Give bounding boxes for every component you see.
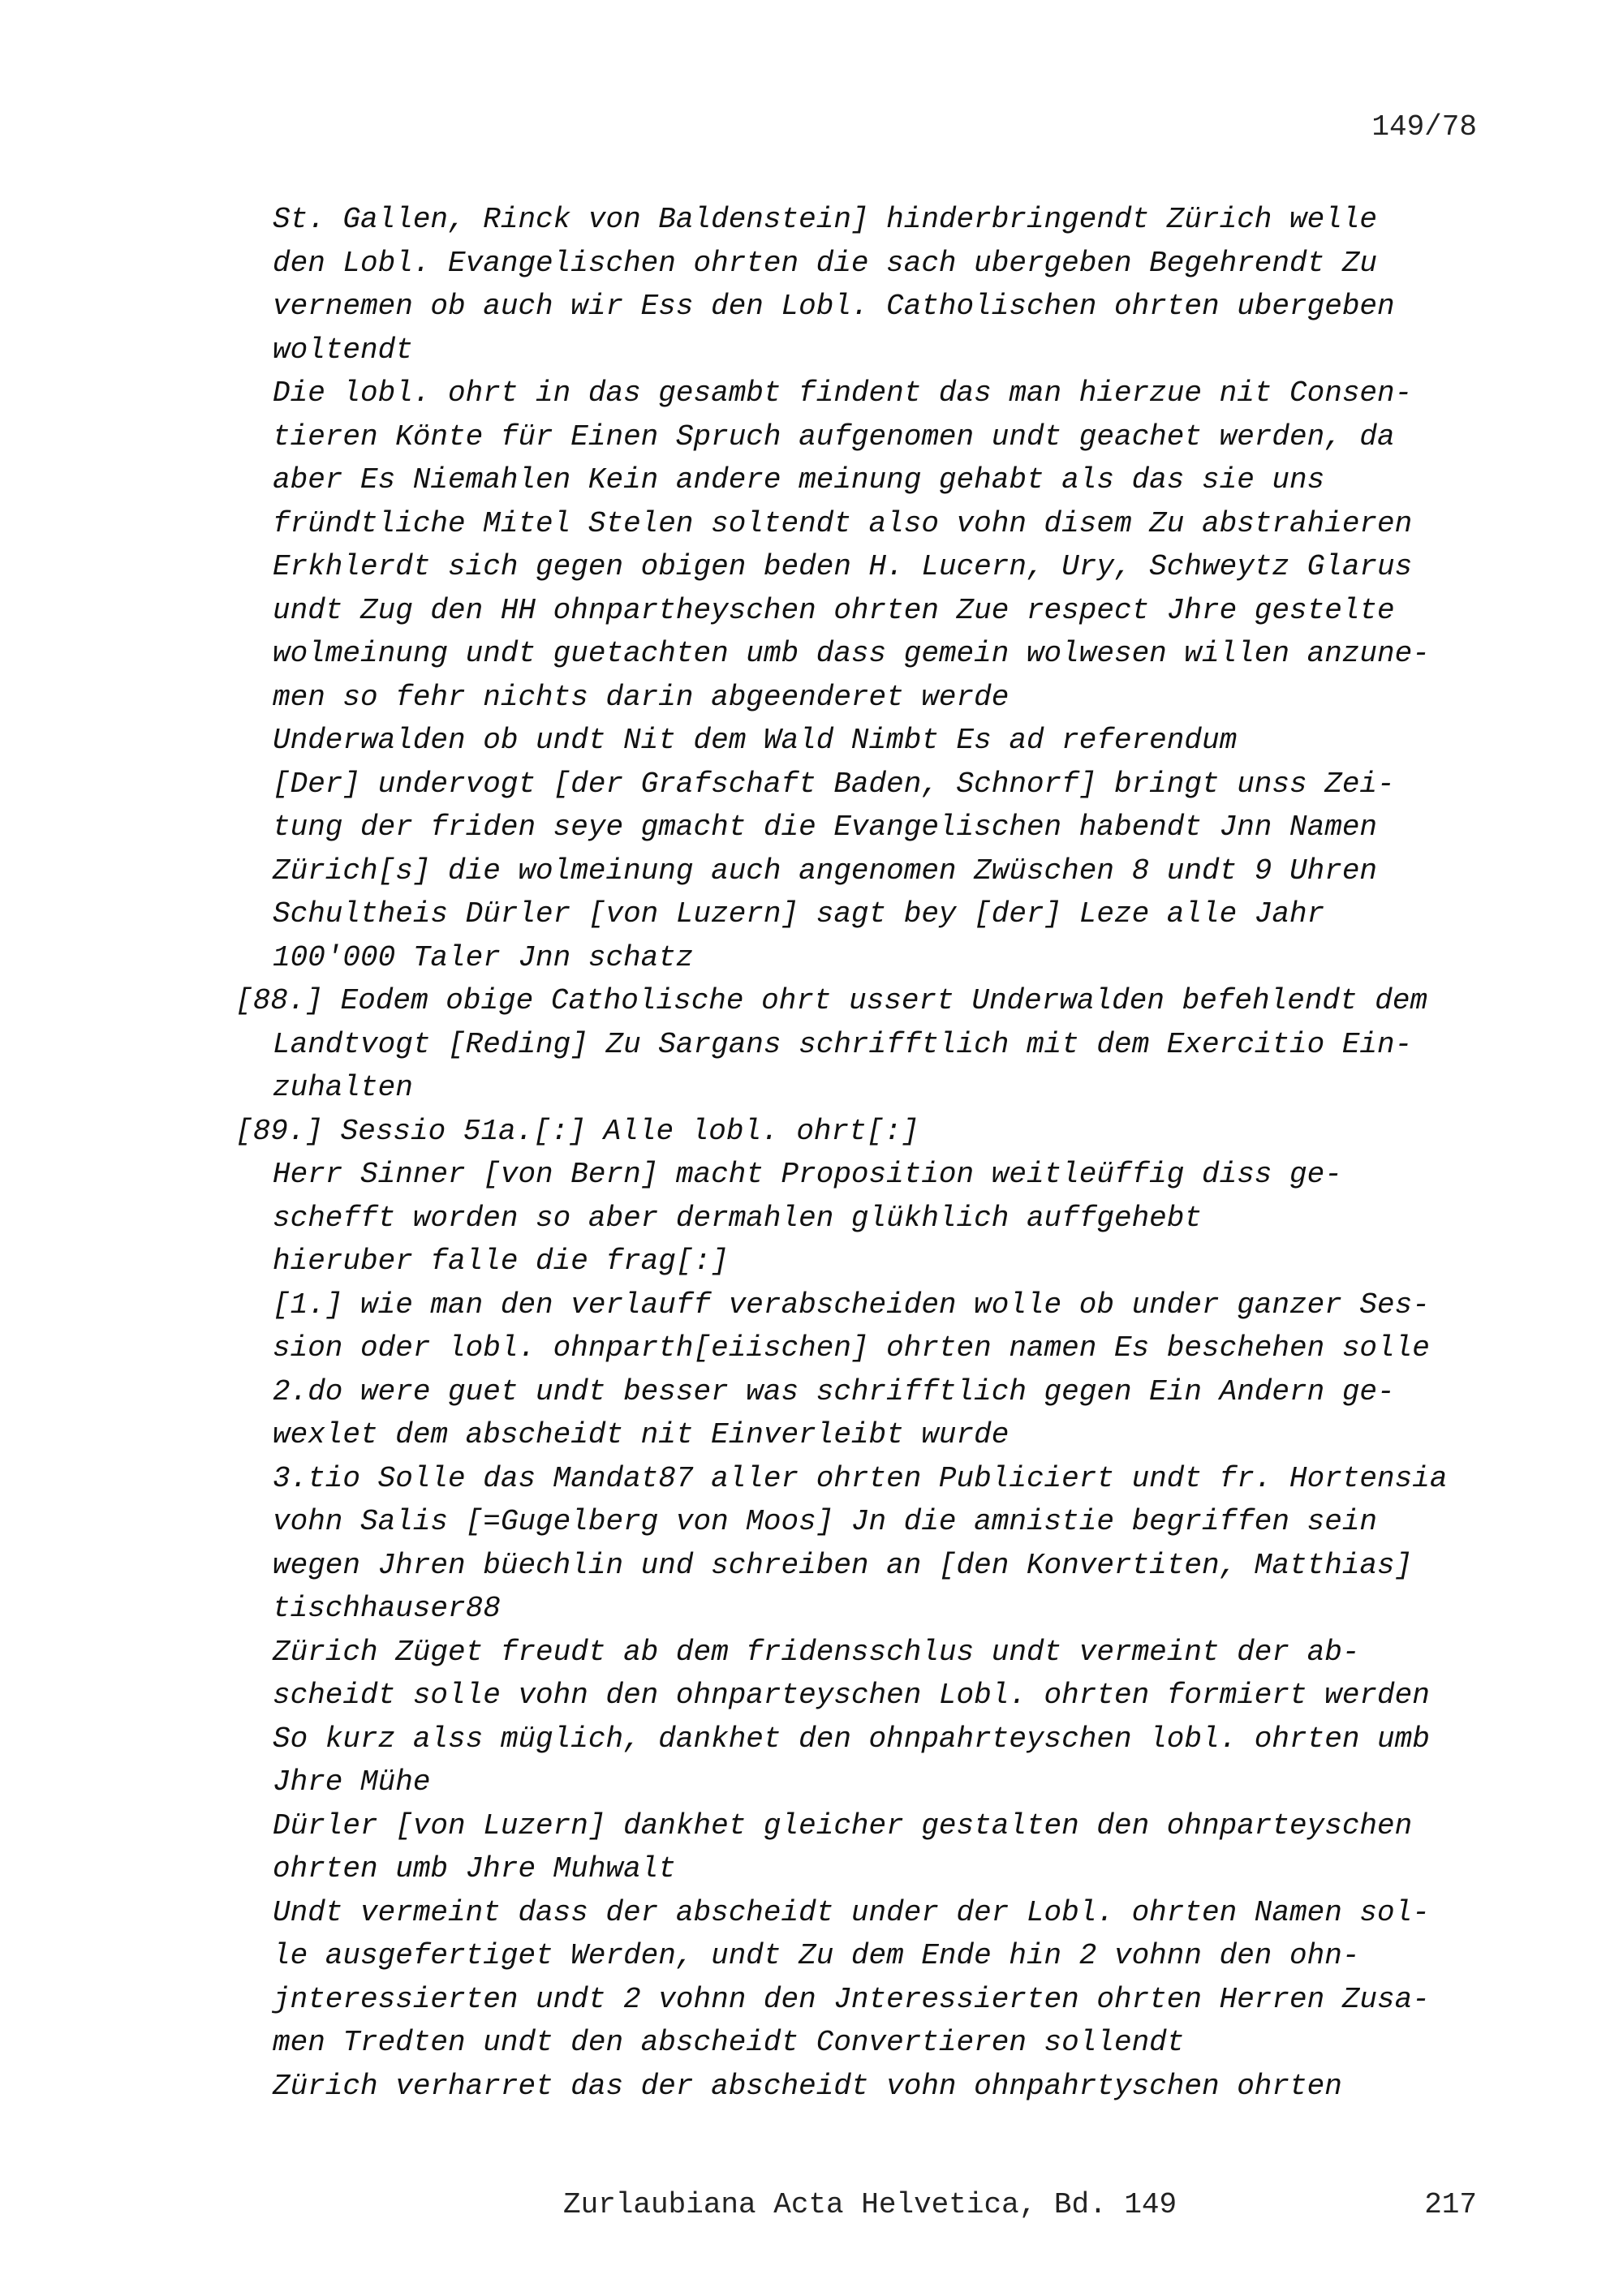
text-line: [88.] Eodem obige Catholische ohrt ussert Underwalden befehlendt dem — [235, 984, 1428, 1017]
text-line: hieruber falle die frag[:] — [273, 1245, 729, 1278]
text-line: Die lobl. ohrt in das gesambt findent das man hierzue nit Consen- — [273, 376, 1413, 410]
text-line: wexlet dem abscheidt nit Einverleibt wurde — [273, 1418, 1010, 1451]
text-line: Dürler [von Luzern] dankhet gleicher gestalten den ohnparteyschen — [273, 1808, 1413, 1842]
text-line: Zürich[s] die wolmeinung auch angenomen Zwüschen 8 undt 9 Uhren — [273, 853, 1378, 888]
text-line: den Lobl. Evangelischen ohrten die sach ubergeben Begehrendt Zu — [273, 246, 1378, 280]
text-line: wegen Jhren büechlin und schreiben an [den Konvertiten, Matthias] — [273, 1548, 1413, 1582]
page-header-number: 149/78 — [1371, 110, 1477, 144]
footer-page-number: 217 — [1424, 2188, 1477, 2221]
text-line: tieren Könte für Einen Spruch aufgenomen undt geachet werden, da — [273, 419, 1395, 454]
text-line: Jhre Mühe — [273, 1765, 431, 1799]
text-line: Herr Sinner [von Bern] macht Proposition weitleüffig diss ge- — [273, 1158, 1342, 1191]
text-line: undt Zug den HH ohnpartheyschen ohrten Zue respect Jhre gestelte — [273, 593, 1395, 627]
text-line: woltendt — [273, 333, 413, 367]
text-line: [89.] Sessio 51a.[:] Alle lobl. ohrt[:] — [235, 1114, 919, 1148]
text-line: So kurz alss müglich, dankhet den ohnpahrteyschen lobl. ohrten umb — [273, 1722, 1430, 1756]
document-body — [235, 198, 1490, 2108]
text-line: fründtliche Mitel Stelen soltendt also vohn disem Zu abstrahieren — [273, 506, 1413, 540]
text-line: vernemen ob auch wir Ess den Lobl. Catholischen ohrten ubergeben — [273, 290, 1395, 323]
text-line: 2.do were guet undt besser was schrifftlich gegen Ein Andern ge- — [273, 1374, 1395, 1408]
text-line: [1.] wie man den verlauff verabscheiden wolle ob under ganzer Ses- — [273, 1288, 1430, 1322]
text-line: wolmeinung undt guetachten umb dass gemein wolwesen willen anzune- — [273, 637, 1430, 670]
text-line: Underwalden ob undt Nit dem Wald Nimbt Es ad referendum — [273, 724, 1238, 757]
text-line: 100'000 Taler Jnn schatz — [273, 940, 694, 974]
text-line: Erkhlerdt sich gegen obigen beden H. Lucern, Ury, Schweytz Glarus — [273, 550, 1413, 583]
text-line: Landtvogt [Reding] Zu Sargans schrifftlich mit dem Exercitio Ein- — [273, 1027, 1413, 1061]
text-line: le ausgefertiget Werden, undt Zu dem Ende hin 2 vohnn den ohn- — [273, 1939, 1360, 1972]
text-line: zuhalten — [273, 1071, 413, 1104]
text-line: 3.tio Solle das Mandat87 aller ohrten Publiciert undt fr. Hortensia — [273, 1461, 1448, 1495]
text-line: vohn Salis [=Gugelberg von Moos] Jn die amnistie begriffen sein — [273, 1505, 1378, 1538]
text-line: men so fehr nichts darin abgeenderet werde — [273, 680, 1010, 714]
text-line: Zürich Züget freudt ab dem fridensschlus undt vermeint der ab- — [273, 1635, 1360, 1669]
text-line: tischhauser88 — [273, 1592, 501, 1625]
text-line: sion oder lobl. ohnparth[eiischen] ohrten namen Es beschehen solle — [273, 1331, 1430, 1365]
text-line: men Tredten undt den abscheidt Convertieren sollendt — [273, 2026, 1185, 2059]
text-line: schefft worden so aber dermahlen glükhlich auffgehebt — [273, 1201, 1202, 1235]
text-line: [Der] undervogt [der Grafschaft Baden, Schnorf] bringt unss Zei- — [273, 767, 1395, 801]
text-line: Undt vermeint dass der abscheidt under der Lobl. ohrten Namen sol- — [273, 1895, 1430, 1929]
text-line: St. Gallen, Rinck von Baldenstein] hinderbringendt Zürich welle — [273, 203, 1378, 236]
footer-publication-title: Zurlaubiana Acta Helvetica, Bd. 149 — [563, 2188, 1177, 2221]
text-line: Schultheis Dürler [von Luzern] sagt bey [der] Leze alle Jahr — [273, 897, 1325, 931]
text-line: aber Es Niemahlen Kein andere meinung gehabt als das sie uns — [273, 463, 1325, 497]
text-line: jnteressierten undt 2 vohnn den Jnteressierten ohrten Herren Zusa- — [273, 1982, 1430, 2016]
text-line: Zürich verharret das der abscheidt vohn ohnpahrtyschen ohrten — [273, 2069, 1342, 2103]
text-line: ohrten umb Jhre Muhwalt — [273, 1852, 676, 1885]
text-line: scheidt solle vohn den ohnparteyschen Lobl. ohrten formiert werden — [273, 1679, 1430, 1712]
text-line: tung der friden seye gmacht die Evangelischen habendt Jnn Namen — [273, 810, 1378, 844]
